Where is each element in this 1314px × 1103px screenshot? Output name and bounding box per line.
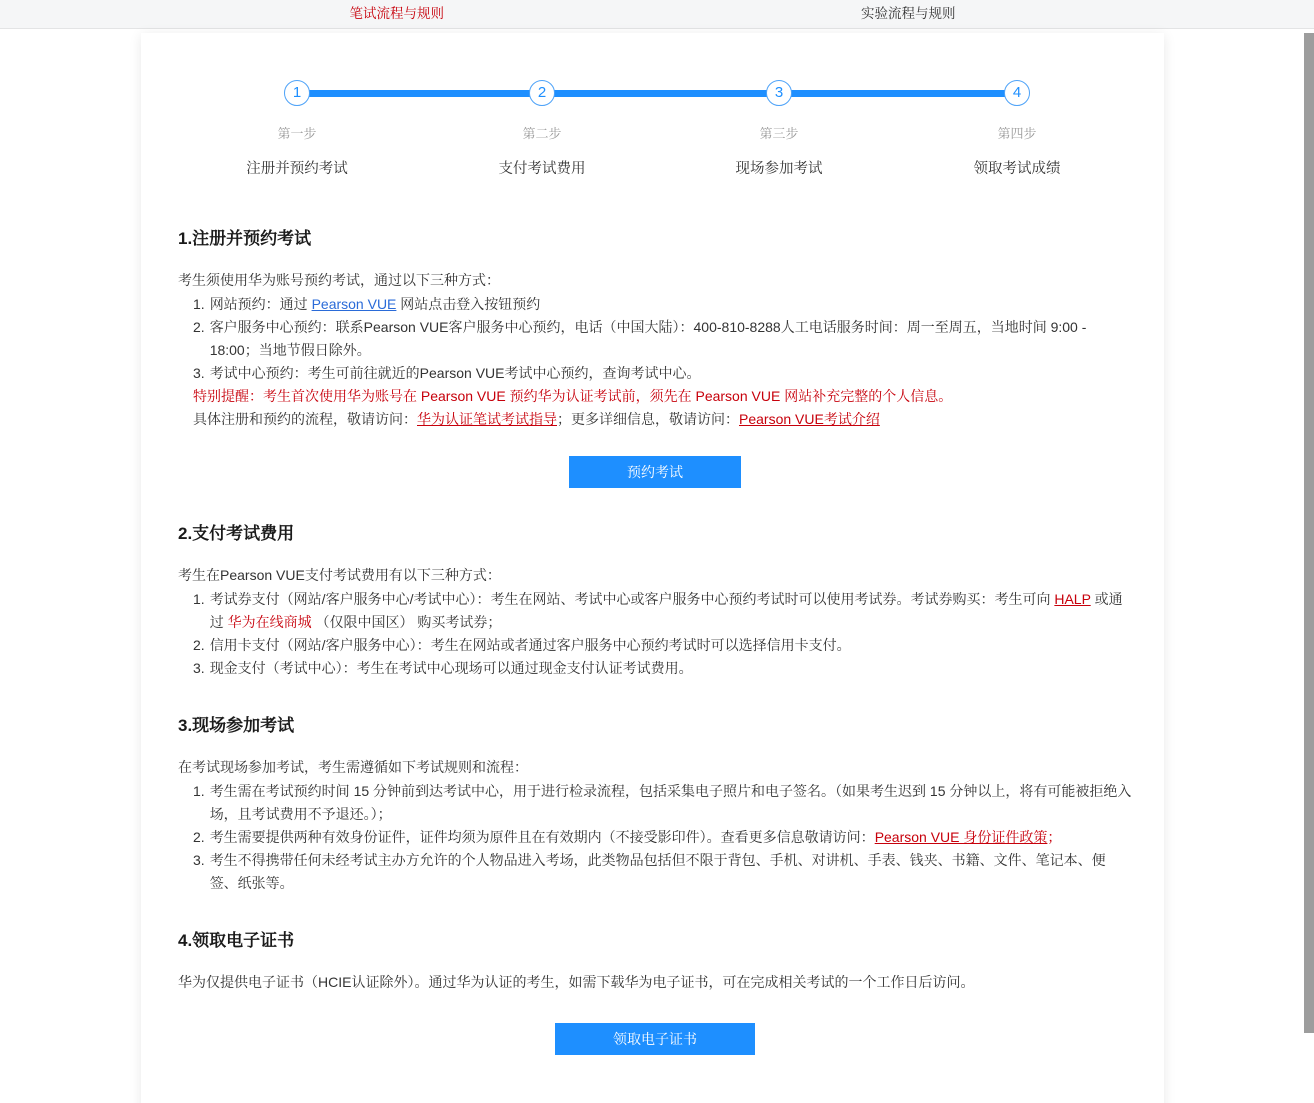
step-2 bbox=[467, 80, 617, 178]
rules-content bbox=[141, 227, 1164, 1055]
section-1-intro: 考生须使用华为账号预约考试，通过以下三种方式： bbox=[178, 272, 500, 288]
section-4-intro: 华为仅提供电子证书（HCIE认证除外）。通过华为认证的考生，如需下载华为电子证书，可在完成相关考试的一个工作日后访问。 bbox=[178, 974, 975, 990]
step-1-title: 注册并预约考试 bbox=[246, 161, 348, 177]
item-number: 1. bbox=[193, 296, 205, 312]
tab-written-exam-rules[interactable]: 笔试流程与规则 bbox=[349, 6, 444, 21]
item-text: 考生不得携带任何未经考试主办方允许的个人物品进入考场，此类物品包括但不限于背包、手机、对讲机、手表、钱夹、书籍、文件、笔记本、便签、纸张等。 bbox=[209, 852, 1106, 891]
item-text-part: 考试券支付（网站/客户服务中心/考试中心）：考生在网站、考试中心或客户服务中心预约考试时可以使用考试券。考试券购买：考生可向 bbox=[209, 591, 1055, 607]
step-3-label: 第三步 bbox=[759, 126, 799, 141]
item-number: 2. bbox=[193, 829, 205, 845]
item-text-part: 网站预约：通过 bbox=[209, 296, 312, 312]
content-card bbox=[141, 33, 1164, 1103]
item-text bbox=[210, 293, 1132, 316]
item-text-part: （仅限中国区） 购买考试券； bbox=[311, 614, 502, 630]
item-text: 考生需在考试预约时间 15 分钟前到达考试中心，用于进行检录流程，包括采集电子照片和电子签名。（如果考生迟到 15 分钟以上，将有可能被拒绝入场，且考试费用不予退还。）； bbox=[209, 783, 1132, 822]
registration-guide-line bbox=[178, 408, 1132, 431]
section-3-heading: 3.现场参加考试 bbox=[178, 716, 295, 735]
list-item bbox=[193, 316, 1132, 362]
step-2-title: 支付考试费用 bbox=[498, 161, 586, 177]
section-1-list bbox=[178, 293, 1132, 385]
list-item bbox=[193, 293, 1132, 316]
list-item bbox=[193, 826, 1132, 849]
list-item bbox=[193, 657, 1132, 680]
id-policy-link[interactable]: Pearson VUE 身份证件政策 bbox=[874, 829, 1048, 845]
item-number: 3. bbox=[193, 852, 205, 868]
guide-text-part: 具体注册和预约的流程，敬请访问： bbox=[193, 411, 417, 427]
list-item bbox=[193, 780, 1132, 826]
get-certificate-button[interactable]: 领取电子证书 bbox=[555, 1023, 755, 1055]
reserve-exam-button[interactable]: 预约考试 bbox=[569, 456, 741, 488]
item-number: 2. bbox=[193, 637, 205, 653]
list-item bbox=[193, 588, 1132, 634]
item-text-part: 考生需要提供两种有效身份证件，证件均须为原件且在有效期内（不接受影印件）。查看更多信息敬请访问： bbox=[209, 829, 875, 845]
item-number: 3. bbox=[193, 660, 205, 676]
tab-lab-exam-rules[interactable]: 实验流程与规则 bbox=[861, 6, 956, 21]
halp-link[interactable]: HALP bbox=[1054, 591, 1091, 607]
step-1-circle: 1 bbox=[284, 80, 310, 106]
item-text: 现金支付（考试中心）：考生在考试中心现场可以通过现金支付认证考试费用。 bbox=[209, 660, 693, 676]
section-3-list bbox=[178, 780, 1132, 895]
step-2-circle: 2 bbox=[529, 80, 555, 106]
step-4-circle: 4 bbox=[1004, 80, 1030, 106]
section-1-heading: 1.注册并预约考试 bbox=[178, 229, 312, 248]
guide-text-part: ；更多详细信息，敬请访问： bbox=[557, 411, 739, 427]
section-2-heading: 2.支付考试费用 bbox=[178, 524, 295, 543]
step-4-label: 第四步 bbox=[997, 126, 1037, 141]
item-text bbox=[210, 588, 1132, 634]
item-number: 3. bbox=[193, 365, 205, 381]
list-item bbox=[193, 849, 1132, 895]
pearson-vue-link[interactable]: Pearson VUE bbox=[311, 296, 397, 312]
section-4-heading: 4.领取电子证书 bbox=[178, 931, 295, 950]
item-text-part: 网站点击登入按钮预约 bbox=[396, 296, 541, 312]
list-item bbox=[193, 634, 1132, 657]
step-1 bbox=[222, 80, 372, 178]
pearson-vue-intro-link[interactable]: Pearson VUE考试介绍 bbox=[739, 411, 880, 427]
item-text-part: ； bbox=[1047, 829, 1062, 845]
special-reminder-text: 特别提醒：考生首次使用华为账号在 Pearson VUE 预约华为认证考试前，须先在 Pearson VUE 网站补充完整的个人信息。 bbox=[193, 388, 953, 404]
item-text: 考试中心预约：考生可前往就近的Pearson VUE考试中心预约，查询考试中心。 bbox=[209, 365, 701, 381]
tab-bar-inner bbox=[141, 0, 1164, 28]
section-3-intro: 在考试现场参加考试，考生需遵循如下考试规则和流程： bbox=[178, 759, 528, 775]
section-2-intro: 考生在Pearson VUE支付考试费用有以下三种方式： bbox=[178, 567, 501, 583]
tab-bar bbox=[0, 0, 1314, 29]
step-4-title: 领取考试成绩 bbox=[973, 161, 1061, 177]
item-text: 客户服务中心预约：联系Pearson VUE客户服务中心预约，电话（中国大陆）：400-810-8288人工电话服务时间：周一至周五，当地时间 9:00 - 18:00；当地节假日除外。 bbox=[209, 319, 1087, 358]
item-number: 1. bbox=[193, 783, 205, 799]
exam-process-stepper bbox=[141, 33, 1164, 183]
item-number: 1. bbox=[193, 591, 205, 607]
section-2-list bbox=[178, 588, 1132, 680]
step-3 bbox=[704, 80, 854, 178]
item-text bbox=[210, 826, 1132, 849]
item-number: 2. bbox=[193, 319, 205, 335]
item-text: 信用卡支付（网站/客户服务中心）：考生在网站或者通过客户服务中心预约考试时可以选择信用卡支付。 bbox=[209, 637, 851, 653]
stepper-progress-line bbox=[297, 90, 1017, 97]
written-exam-guide-link[interactable]: 华为认证笔试考试指导 bbox=[417, 411, 557, 427]
step-1-label: 第一步 bbox=[277, 126, 317, 141]
scrollbar-thumb[interactable] bbox=[1304, 33, 1314, 1033]
list-item bbox=[193, 362, 1132, 385]
step-3-title: 现场参加考试 bbox=[735, 161, 823, 177]
step-4 bbox=[942, 80, 1092, 178]
huawei-online-store-link[interactable]: 华为在线商城 bbox=[227, 614, 312, 630]
scrollbar[interactable] bbox=[1304, 29, 1314, 1103]
step-3-circle: 3 bbox=[766, 80, 792, 106]
step-2-label: 第二步 bbox=[522, 126, 562, 141]
item-text-part: 或通过 bbox=[209, 591, 1123, 630]
